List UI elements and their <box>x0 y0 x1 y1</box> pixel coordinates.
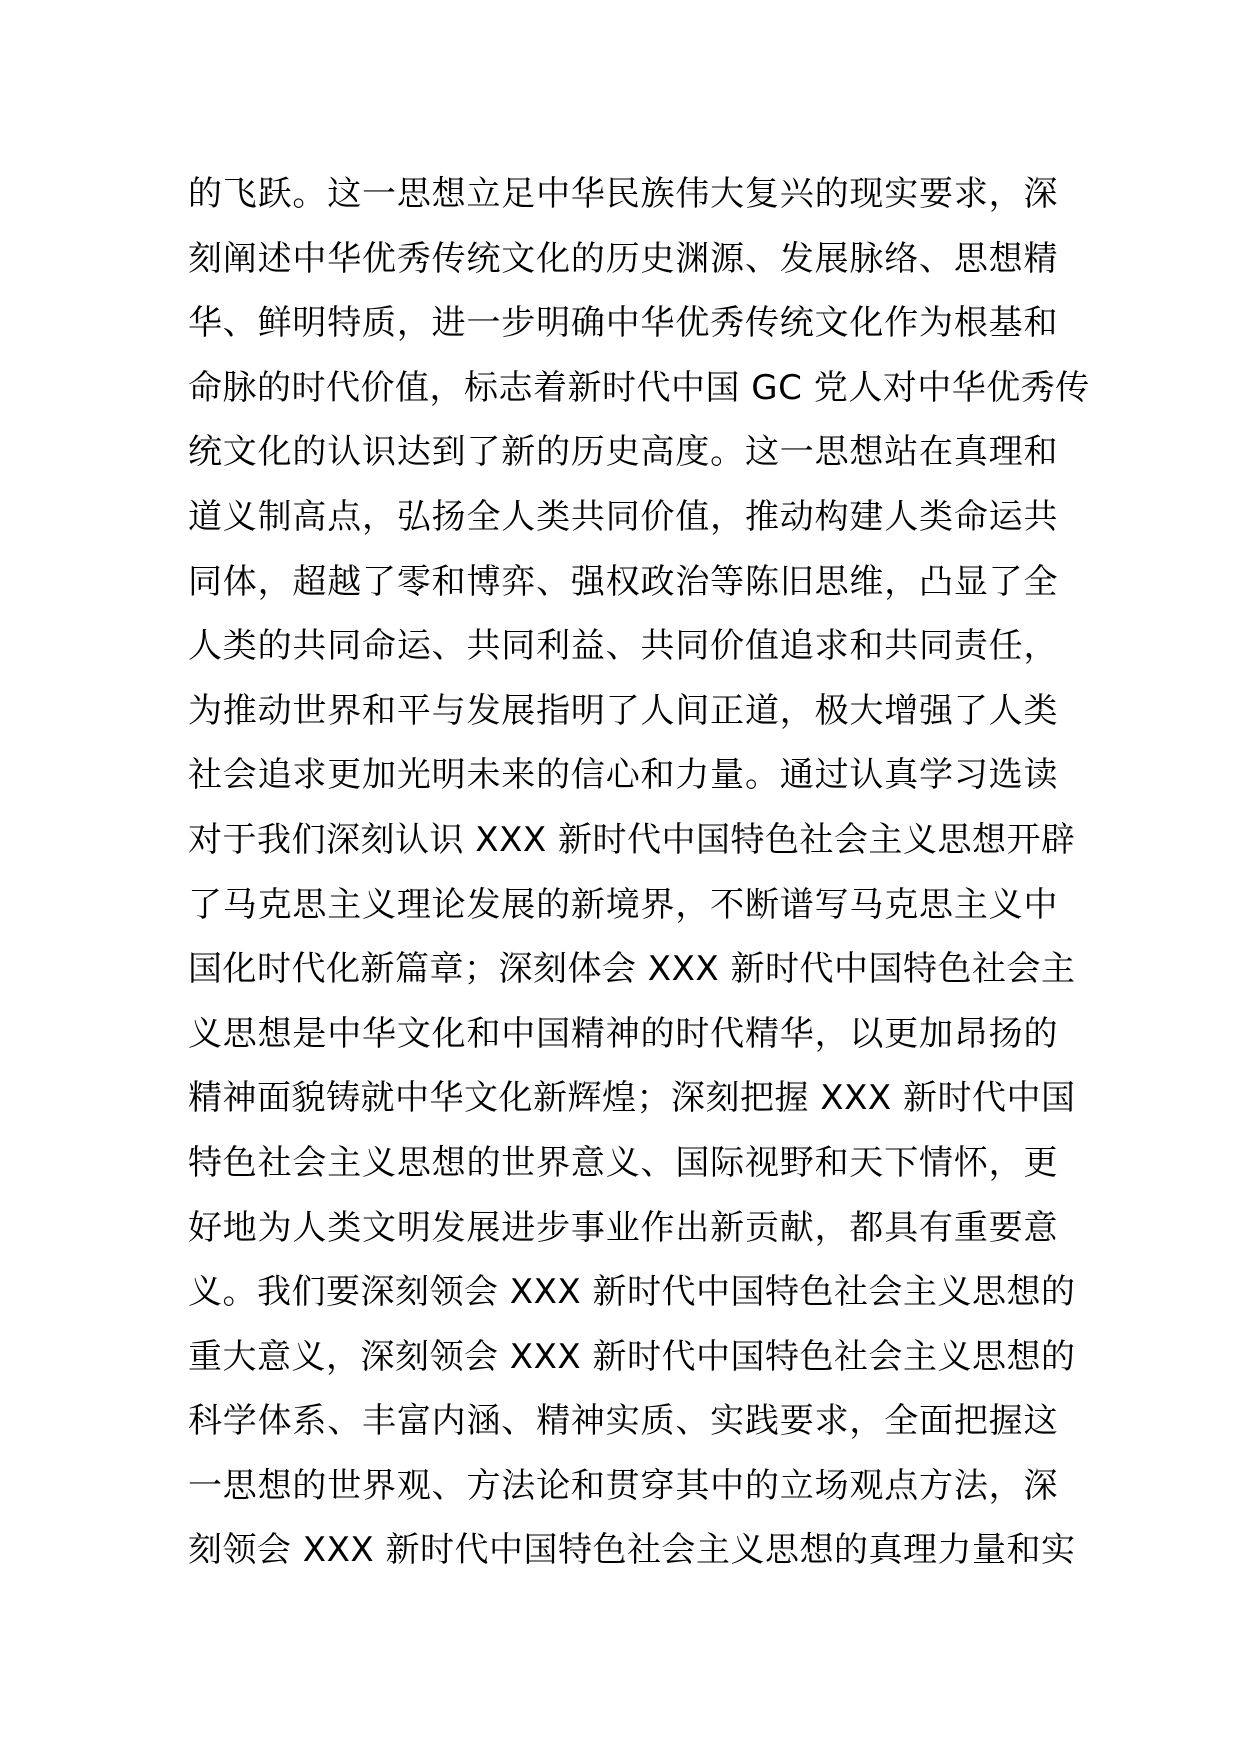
text-line-13: 国化时代化新篇章；深刻体会 XXX 新时代中国特色社会主 <box>188 949 1076 990</box>
text-line-3: 华、鲜明特质，进一步明确中华优秀传统文化作为根基和 <box>188 303 1058 344</box>
text-line-18: 义。我们要深刻领会 XXX 新时代中国特色社会主义思想的 <box>188 1272 1076 1313</box>
text-line-20: 科学体系、丰富内涵、精神实质、实践要求，全面把握这 <box>188 1401 1058 1442</box>
text-line-6: 道义制高点，弘扬全人类共同价值，推动构建人类命运共 <box>188 496 1058 537</box>
text-line-14: 义思想是中华文化和中国精神的时代精华，以更加昂扬的 <box>188 1013 1058 1054</box>
text-line-4: 命脉的时代价值，标志着新时代中国 GC 党人对中华优秀传 <box>188 367 1090 408</box>
text-line-7: 同体，超越了零和博弈、强权政治等陈旧思维，凸显了全 <box>188 561 1058 602</box>
body-paragraph <box>188 162 1090 1583</box>
text-line-17: 好地为人类文明发展进步事业作出新贡献，都具有重要意 <box>188 1207 1058 1248</box>
text-line-8: 人类的共同命运、共同利益、共同价值追求和共同责任， <box>188 626 1058 667</box>
text-line-21: 一思想的世界观、方法论和贯穿其中的立场观点方法，深 <box>188 1465 1058 1506</box>
text-line-22: 刻领会 XXX 新时代中国特色社会主义思想的真理力量和实 <box>188 1530 1076 1571</box>
text-line-15: 精神面貌铸就中华文化新辉煌；深刻把握 XXX 新时代中国 <box>188 1078 1076 1119</box>
text-line-9: 为推动世界和平与发展指明了人间正道，极大增强了人类 <box>188 690 1058 731</box>
text-line-2: 刻阐述中华优秀传统文化的历史渊源、发展脉络、思想精 <box>188 238 1058 279</box>
text-line-5: 统文化的认识达到了新的历史高度。这一思想站在真理和 <box>188 432 1058 473</box>
text-line-10: 社会追求更加光明未来的信心和力量。通过认真学习选读 <box>188 755 1058 796</box>
text-line-16: 特色社会主义思想的世界意义、国际视野和天下情怀，更 <box>188 1142 1058 1183</box>
text-line-12: 了马克思主义理论发展的新境界，不断谱写马克思主义中 <box>188 884 1058 925</box>
text-line-1: 的飞跃。这一思想立足中华民族伟大复兴的现实要求，深 <box>188 174 1058 214</box>
text-line-11: 对于我们深刻认识 XXX 新时代中国特色社会主义思想开辟 <box>188 819 1076 860</box>
text-line-19: 重大意义，深刻领会 XXX 新时代中国特色社会主义思想的 <box>188 1336 1076 1377</box>
